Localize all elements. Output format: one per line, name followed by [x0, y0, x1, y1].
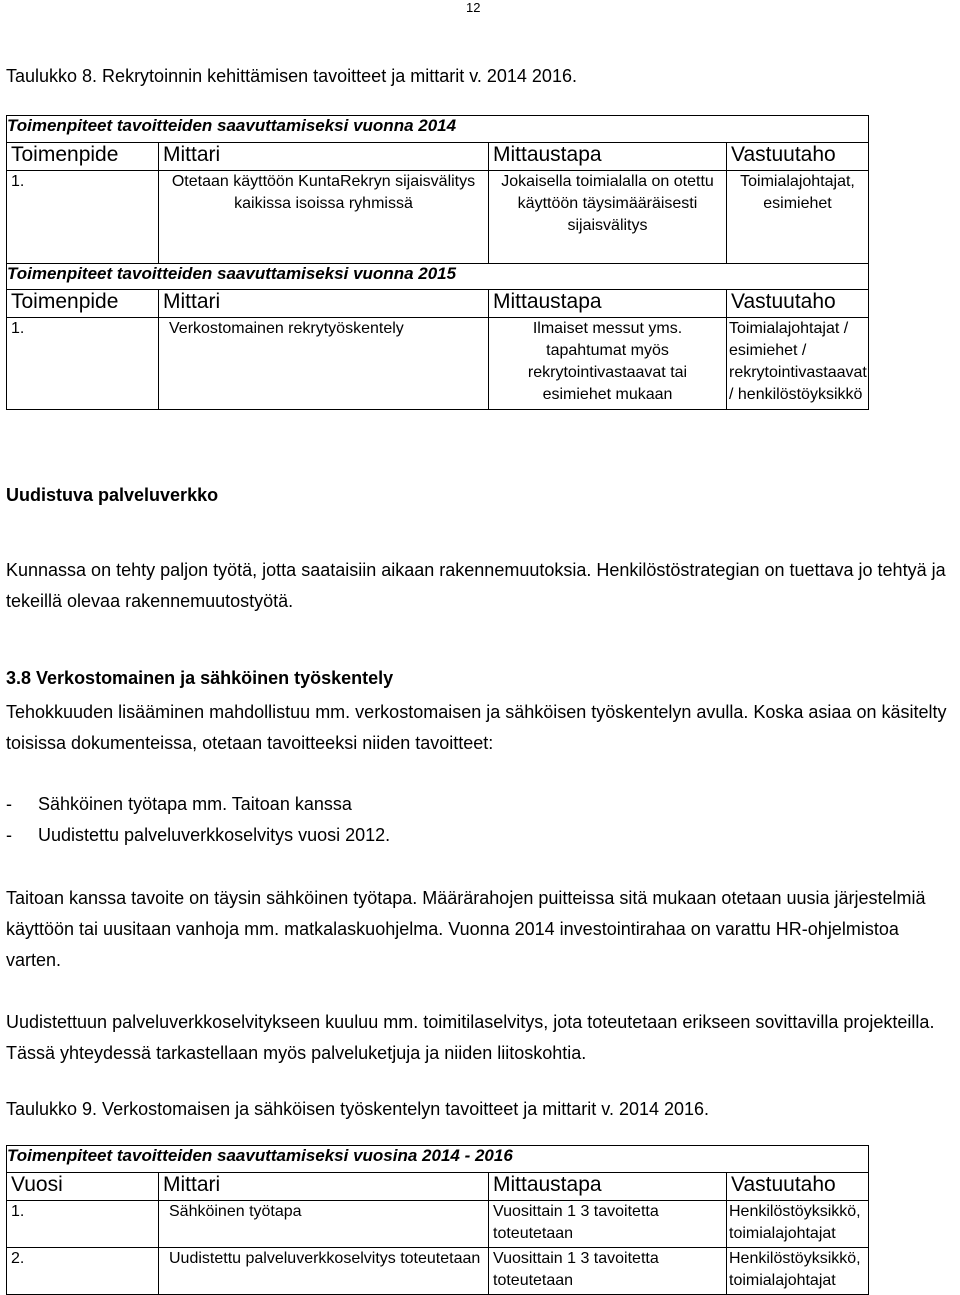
table8-2014-row-vastuutaho: Toimialajohtajat, esimiehet: [727, 171, 869, 264]
table8-2014-header-mittaustapa: Mittaustapa: [489, 143, 727, 171]
table9-row-num: 2.: [7, 1248, 159, 1295]
table8-2014-row-num: 1.: [7, 171, 159, 264]
uudistuva-heading: Uudistuva palveluverkko: [6, 485, 219, 505]
table8-2015-header-row: [7, 290, 869, 318]
section-38-paragraph3: Uudistettuun palveluverkkoselvitykseen kuuluu mm. toimitilaselvitys, jota toteutetaan erikseen sovittavilla projekteilla. Tässä yhteydessä tarkastellaan myös palveluketjuja ja niiden liitoskohtia.: [6, 1012, 935, 1063]
uudistuva-paragraph: Kunnassa on tehty paljon työtä, jotta saataisiin aikaan rakennemuutoksia. Henkilöstöstrategian on tuettava jo tehtyä ja tekeillä olevaa rakennemuutostyötä.: [6, 560, 946, 611]
table9-header-row: [7, 1173, 869, 1201]
table8-2015-header-toimenpide: Toimenpide: [7, 290, 159, 318]
table8-2015-title: Toimenpiteet tavoitteiden saavuttamiseksi vuonna 2015: [7, 264, 869, 290]
table8-2015-row-num: 1.: [7, 318, 159, 410]
table8-2014-title: Toimenpiteet tavoitteiden saavuttamiseksi vuonna 2014: [7, 116, 869, 143]
page-number: 12: [466, 0, 481, 15]
table8-2015-title-row: [7, 264, 869, 290]
table9-header-vuosi: Vuosi: [7, 1173, 159, 1201]
table9-row: [7, 1248, 869, 1295]
table9-header-vastuutaho: Vastuutaho: [727, 1173, 869, 1201]
table9-row: [7, 1201, 869, 1248]
section-38-paragraph2: Taitoan kanssa tavoite on täysin sähköinen työtapa. Määrärahojen puitteissa sitä mukaan otetaan uusia järjestelmiä käyttöön tai uusitaan vanhoja mm. matkalaskuohjelma. Vuonna 2014 investointirahaa on varattu HR-ohjelmistoa varten.: [6, 888, 926, 970]
table8-2014-title-row: [7, 116, 869, 143]
table8-2014-header-mittari: Mittari: [159, 143, 489, 171]
table8-2014-row-mittaustapa: Jokaisella toimialalla on otettu käyttöön täysimääräisesti sijaisvälitys: [489, 171, 727, 264]
table8: [6, 115, 869, 410]
table8-2015-header-vastuutaho: Vastuutaho: [727, 290, 869, 318]
table8-2014-header-vastuutaho: Vastuutaho: [727, 143, 869, 171]
list-item: [6, 794, 352, 815]
table8-2015-header-mittaustapa: Mittaustapa: [489, 290, 727, 318]
table9-title-row: [7, 1146, 869, 1173]
table9-header-mittaustapa: Mittaustapa: [489, 1173, 727, 1201]
table8-2015-header-mittari: Mittari: [159, 290, 489, 318]
table8-2014-row-mittari: Otetaan käyttöön KuntaRekryn sijaisvälitys kaikissa isoissa ryhmissä: [159, 171, 489, 264]
section-38-paragraph1: Tehokkuuden lisääminen mahdollistuu mm. verkostomaisen ja sähköisen työskentelyn avulla. Koska asiaa on käsitelty toisissa dokumenteissa, otetaan tavoitteeksi niiden tavoitteet:: [6, 702, 947, 753]
table9-row-mittaustapa: Vuosittain 1 3 tavoitetta toteutetaan: [489, 1248, 727, 1295]
list-item-text: Uudistettu palveluverkkoselvitys vuosi 2012.: [38, 825, 391, 845]
table9-row-mittari: Uudistettu palveluverkkoselvitys toteutetaan: [159, 1248, 489, 1295]
table9-title: Toimenpiteet tavoitteiden saavuttamiseksi vuosina 2014 - 2016: [7, 1146, 869, 1173]
list-item: [6, 825, 390, 846]
table9: [6, 1145, 869, 1295]
section-38-heading: 3.8 Verkostomainen ja sähköinen työskentely: [6, 668, 394, 688]
list-dash: -: [6, 825, 12, 845]
table8-2015-row-mittaustapa: Ilmaiset messut yms. tapahtumat myös rekrytointivastaavat tai esimiehet mukaan: [489, 318, 727, 410]
table9-row-mittaustapa: Vuosittain 1 3 tavoitetta toteutetaan: [489, 1201, 727, 1248]
table8-2015-row: [7, 318, 869, 410]
table9-row-vastuutaho: Henkilöstöyksikkö, toimialajohtajat: [727, 1248, 869, 1295]
table8-2014-row: [7, 171, 869, 264]
table9-row-num: 1.: [7, 1201, 159, 1248]
table8-2014-header-toimenpide: Toimenpide: [7, 143, 159, 171]
table9-caption: Taulukko 9. Verkostomaisen ja sähköisen työskentelyn tavoitteet ja mittarit v. 2014 2016.: [6, 1099, 710, 1119]
table9-row-vastuutaho: Henkilöstöyksikkö, toimialajohtajat: [727, 1201, 869, 1248]
table8-2014-header-row: [7, 143, 869, 171]
table8-2015-row-mittari: Verkostomainen rekrytyöskentely: [159, 318, 489, 410]
table8-2015-row-vastuutaho: Toimialajohtajat / esimiehet / rekrytointivastaavat / henkilöstöyksikkö: [727, 318, 869, 410]
table9-row-mittari: Sähköinen työtapa: [159, 1201, 489, 1248]
list-item-text: Sähköinen työtapa mm. Taitoan kanssa: [38, 794, 352, 814]
list-dash: -: [6, 794, 12, 814]
table8-caption: Taulukko 8. Rekrytoinnin kehittämisen tavoitteet ja mittarit v. 2014 2016.: [6, 66, 577, 86]
table9-header-mittari: Mittari: [159, 1173, 489, 1201]
